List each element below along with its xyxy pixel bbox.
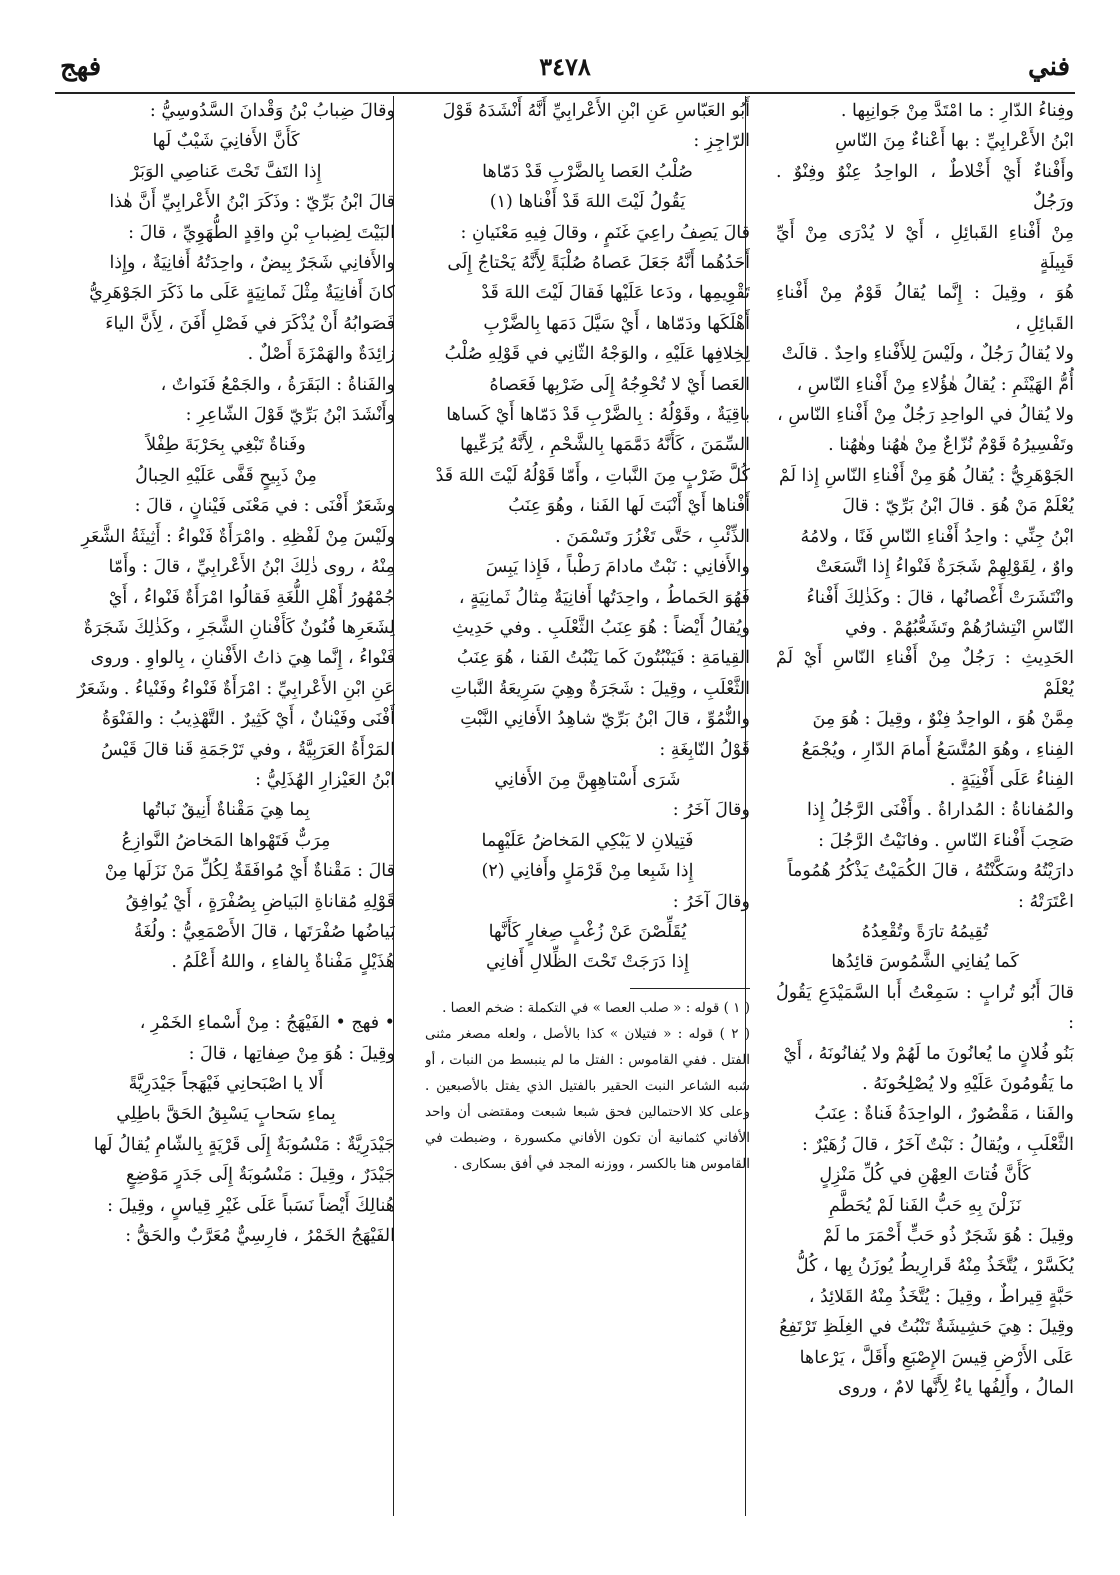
text-line: الثَّعْلَبِ ، وقِيلَ : شَجَرَةٌ وهِيَ سَرِيعَةُ النَّباتِ xyxy=(450,678,750,699)
text-line: السِّمَنَ ، كَأَنَّهُ دَمَّمَها بِالشَّحْمِ ، لِأَنَّهُ يُرَعِّيها xyxy=(459,435,750,456)
text-line: ابْنُ جِنِّي : واحِدُ أَفْناءِ النّاسِ فَنًا ، ولامُهُ xyxy=(800,526,1074,547)
text-line: ويُقالُ أَيْضاً : هُوَ عِنَبُ الثَّعْلَبِ . وفي حَدِيثِ xyxy=(452,617,750,638)
text-line: عَلَى الأَرْضِ قِيسَ الإِصْبَعِ وأَقَلَّ ، يَرْعاها xyxy=(799,1347,1074,1368)
text-line: وقالَ ضِبابُ بْنُ وَقْدانَ السَّدُوسِيُّ : xyxy=(149,101,395,121)
verse-line: تُقِيمُهُ تارَةً وتُقْعِدُهُ xyxy=(861,921,989,942)
text-line: اعْتَرَتْهُ : xyxy=(1018,891,1074,912)
footnote: ( ٢ ) قوله : « فتيلان » كذا بالأصل ، ولعله مصغر مثنى الفتل . ففي القاموس : الفتل ما لم ينبسط من النبات ، أو شبه الشاعر النبت الحقير بالفتيل الذي يفتل بالأصبعين . وعلى كلا الاحتمالين فحق شبعا شبعت ومقتضى أن واحد الأفاني كثمانية أن تكون الأفاني مكسورة ، وضبطت في القاموس هنا بالكسر ، ووزنه المجد في أفق بسكارى . xyxy=(425,1025,750,1172)
text-line: حَبَّةٍ قِيراطٌ ، وقِيلَ : يُتَّخَذُ مِنْهُ القَلائِدُ ، xyxy=(808,1286,1074,1307)
text-line: هُنالِكَ أَيْضاً نَسَباً عَلَى غَيْرِ قِياسٍ ، وقِيلَ : xyxy=(107,1195,395,1216)
text-line: والمُفاناةُ : المُداراةُ . وأَفْنَى الرَّجُلُ إِذا xyxy=(807,800,1074,821)
text-line: فَصَوابُهُ أَنْ يُذْكَرَ في فَصْلِ أَفَنَ ، لِأَنَّ الياءَ xyxy=(105,313,395,334)
text-line: الذِّئْبِ ، حَتَّى تَغْزُرَ وتَسْمَنَ . xyxy=(555,526,750,547)
text-line: البَيْتَ لِضِبابِ بْنِ واقِدٍ الطُّهَوِيِّ ، قالَ : xyxy=(128,222,395,243)
text-line: ابْنُ العَيْزارِ الهُذَلِيُّ : xyxy=(255,769,395,790)
text-line: قَوْلِهِ مُقاناةِ البَياضِ بِصُفْرَةٍ ، أَيْ يُوافِقُ xyxy=(125,891,395,912)
text-line: والأَفانِي شَجَرٌ بِيضٌ ، واحِدَتُهُ أَفانِيَةٌ ، وإِذا xyxy=(109,253,395,274)
text-line: العَصا أَيْ لا تُحْوِجُهُ إِلَى ضَرْبِها فَعَصاهُ xyxy=(489,374,750,395)
text-line: دارَيْتُهُ وسَكَّنْتُهُ ، قالَ الكُمَيْتُ يَذْكُرُ هُمُوماً xyxy=(787,861,1074,882)
text-line: وأَنْشَدَ ابْنُ بَرِّيّ قَوْلَ الشّاعِرِ : xyxy=(185,405,395,426)
text-line: أَحَدُهُما أَنَّهُ جَعَلَ عَصاهُ صُلْبَةً لِأَنَّهُ يَحْتاجُ إِلَى xyxy=(447,253,750,274)
text-line: الفِناءِ ، وهُوَ المُتَّسَعُ أَمامَ الدّارِ ، ويُجْمَعُ xyxy=(801,739,1074,760)
text-line: ولا يُقالُ في الواحِدِ رَجُلٌ مِنْ أَفْناءِ النّاسِ ، xyxy=(777,405,1074,426)
verse-line: إِذا دَرَجَتْ تَحْتَ الظِّلالِ أَفانِي xyxy=(485,952,690,973)
header-right-word: فني xyxy=(1028,52,1070,82)
verse-line: مِرَبٌّ فَتَهْواها المَخاضُ النَّوازِعُ xyxy=(121,830,331,851)
text-column-1 xyxy=(776,96,1074,1516)
text-line: الرّاجِزِ : xyxy=(693,131,750,152)
text-line: مِمَّنْ هُوَ ، الواحِدُ فِنْوٌ ، وقِيلَ : هُوَ مِنَ xyxy=(812,709,1074,730)
footnotes xyxy=(425,995,750,1177)
verse-line: كَأَنَّ الأَفانِيَ شَيْبٌ لَها xyxy=(152,131,300,152)
text-line: المالُ ، وأَلِفُها ياءٌ لِأَنَّها لامٌ ، وروى xyxy=(837,1378,1074,1399)
text-line: وقِيلَ : هُوَ مِنْ صِفاتِها ، قالَ : xyxy=(188,1043,395,1064)
text-line: كُلَّ ضَرْبٍ مِنَ النَّباتِ ، وأَمّا قَوْلُهُ لَيْتَ اللهَ قَدْ xyxy=(435,465,750,486)
text-line: قَوْلُ النّابِغَةِ : xyxy=(659,739,750,760)
text-line: النّاسِ انْتِشارُهُمْ وتَشَعُّبُهُمْ . وفي xyxy=(844,617,1074,638)
text-line: لِشَعَرِها فُنُونٌ كَأَفْنانِ الشَّجَرِ ، وكَذٰلِكَ شَجَرَةٌ xyxy=(83,617,395,638)
text-line: قالَ : مَقْناةٌ أَيْ مُوافَقَةٌ لِكُلِّ مَنْ نَزَلَها مِنْ xyxy=(104,861,395,882)
text-line: وأَفْناءٌ أَيْ أَخْلاطٌ ، الواحِدُ عِنْوٌ وفِنْوٌ . ورَجُلٌ xyxy=(776,161,1074,213)
text-column-3 xyxy=(57,96,395,1516)
text-line: صَحِبَ أَفْناءَ النّاسِ . وفانَيْتُ الرَّجُلَ : xyxy=(818,830,1074,851)
verse-line: بِما هِيَ مَقْناةٌ أَنِيقٌ نَباتُها xyxy=(142,800,310,821)
text-line: فَهُوَ الحَماطُ ، واحِدَتُها أَفانِيَةٌ مِثالُ ثَمانِيَةٍ ، xyxy=(458,587,750,608)
header-left-word: فهج xyxy=(60,52,102,82)
verse-line: كَما يُفانِي الشَّمُوسَ قائِدُها xyxy=(831,952,1019,973)
text-line: ولا يُقالُ رَجُلٌ ، ولَيْسَ لِلأَفْناءِ واحِدٌ . قالَتْ xyxy=(781,344,1074,365)
text-line: جَيْدَرٌ ، وقِيلَ : مَنْسُوبَةٌ إِلَى جَدَرٍ مَوْضِعٍ xyxy=(126,1165,395,1186)
text-line: عَنِ ابْنِ الأَعْرابِيِّ : امْرَأَةٌ فَنْواءُ وفَنْياءُ . وشَعَرٌ xyxy=(77,678,395,699)
text-line: الفَيْهَجُ الخَمْرُ ، فارِسِيٌّ مُعَرَّبٌ والحَقُّ : xyxy=(125,1226,395,1247)
text-line: الفِناءُ عَلَى أَفْنِيَةٍ . xyxy=(949,769,1074,790)
verse-line: وفَناةٌ تَبْغِي بِحَرْبَةَ طِفْلاً xyxy=(146,435,306,456)
text-line: وفِناءُ الدّارِ : ما امْتَدَّ مِنْ جَوانِبِها . xyxy=(840,101,1074,121)
header-rule xyxy=(55,92,1075,94)
text-line: ولَيْسَ مِنْ لَفْظِهِ . وامْرَأَةٌ فَنْواءُ : أَثِيثَةُ الشَّعَرِ xyxy=(81,526,395,547)
text-line: وتَفْسِيرُهُ قَوْمٌ نُزّاعٌ مِنْ هٰهُنا وهٰهُنا . xyxy=(828,435,1074,456)
text-line: تَقْوِيمِها ، ودَعا عَلَيْها فَقالَ لَيْتَ اللهَ قَدْ xyxy=(481,283,750,304)
text-line: أَفْنَى وفَيْنانٌ ، أَيْ كَثِيرٌ . التَّهْذِيبُ : والفَنْوَةُ xyxy=(101,709,395,730)
text-line: أَهْلَكَها ودَمّاها ، أَيْ سَيَّلَ دَمَها بِالضَّرْبِ xyxy=(483,313,750,334)
verse-line: نَزَلْنَ بِهِ حَبُّ الفَنا لَمْ يُحَطَّمِ xyxy=(828,1195,1022,1216)
text-line: وشَعَرٌ أَفْنَى : في مَعْنَى فَيْنانٍ ، قالَ : xyxy=(134,496,395,517)
text-line: قالَ ابْنُ بَرِّيّ : وذَكَرَ ابْنُ الأَعْرابِيِّ أَنَّ هٰذا xyxy=(109,192,395,213)
page-header xyxy=(60,52,1070,92)
text-line: مِنْهُ ، روى ذٰلِكَ ابْنُ الأَعْرابِيِّ ، قالَ : وأَمّا xyxy=(108,557,395,578)
text-line: والنُّمُوِّ ، قالَ ابْنُ بَرِّيّ شاهِدُ الأَفانِي النَّبْتِ xyxy=(460,709,750,730)
text-line: وقِيلَ : هِيَ حَشِيشَةٌ تَنْبُتُ في الغِلَظِ تَرْتَفِعُ xyxy=(779,1317,1074,1338)
text-line: ما يَقُومُونَ عَلَيْهِ ولا يُصْلِحُونَهُ . xyxy=(862,1074,1074,1094)
text-line: الجَوْهَرِيُّ : يُقالُ هُوَ مِنْ أَفْناءِ النّاسِ إِذا لَمْ xyxy=(779,465,1074,486)
verse-line: إِذا شَبِعا مِنْ قَرْمَلٍ وأَفانِي (٢) xyxy=(481,861,694,882)
text-line: واوٌ ، لِقَوْلِهِمْ شَجَرَةٌ فَنْواءُ إِذا اتَّسَعَتْ xyxy=(815,557,1074,578)
text-line: جُمْهُورُ أَهْلِ اللُّغَةِ فَقالُوا امْرَأَةٌ فَنْواءُ ، أَيْ xyxy=(108,587,395,608)
text-line: ابْنُ الأَعْرابِيِّ : بها أَعْناءٌ مِنَ النّاسِ xyxy=(835,131,1074,152)
text-line: هُذَيْلٍ مَفْناةٌ بِالفاءِ ، واللهُ أَعْلَمُ . xyxy=(171,952,395,973)
verse-line: صُلْبُ العَصا بِالضَّرْبِ قَدْ دَمّاها xyxy=(482,161,693,182)
verse-line: فَتِيلانِ لا يَبْكِي المَخاضُ عَلَيْهِما xyxy=(481,830,694,851)
text-line: قالَ يَصِفُ راعِيَ غَنَمٍ ، وقالَ فِيهِ مَعْنَيانِ : xyxy=(460,222,750,243)
text-line: بَياضُها صُفْرَتَها ، قالَ الأَصْمَعِيُّ : ولُغَةُ xyxy=(133,921,395,942)
text-line: باقِيَةٌ ، وقَوْلُهُ : بِالضَّرْبِ قَدْ دَمّاها أَيْ كَساها xyxy=(446,405,750,426)
verse-line: أَلا يا اصْبَحانِي فَيْهَجاً جَيْدَرِيَّةً xyxy=(128,1074,324,1094)
text-line: وقالَ آخَرُ : xyxy=(672,800,750,821)
verse-line: شَرَى أَسْتاهِهِنَّ مِنَ الأَفانِي xyxy=(494,769,681,790)
text-line: زائِدَةٌ والهَمْزَةَ أَصْلٌ . xyxy=(247,344,395,365)
text-line: القِيامَةِ : فَيَنْبُتُونَ كَما يَنْبُتُ الفَنا ، هُوَ عِنَبُ xyxy=(456,648,750,669)
verse-line: كَأَنَّ فُتاتَ العِهْنِ في كُلِّ مَنْزِلٍ xyxy=(819,1165,1031,1186)
text-line xyxy=(57,978,395,1008)
text-line: والأَفانِي : نَبْتٌ مادامَ رَطْباً ، فَإِذا يَبِسَ xyxy=(485,557,750,578)
text-line: وانْتَشَرَتْ أَغْصانُها ، قالَ : وكَذٰلِكَ أَفْناءُ xyxy=(806,587,1074,608)
verse-line: بِماءِ سَحابٍ يَسْبِقُ الحَقَّ باطِلِي xyxy=(116,1104,336,1125)
text-line: وقِيلَ : هُوَ شَجَرٌ ذُو حَبٍّ أَحْمَرَ ما لَمْ xyxy=(822,1226,1074,1247)
text-line: لِخِلافِها عَلَيْهِ ، والوَجْهُ الثّانِي في قَوْلِهِ صُلْبُ xyxy=(444,344,750,365)
text-line: أَفْناها أَيْ أَنْبَتَ لَها الفَنا ، وهُوَ عِنَبُ xyxy=(508,496,750,517)
text-line: المَرْأَةُ العَرَبِيَّةُ ، وفي تَرْجَمَةِ قَنا قالَ قَيْسُ xyxy=(100,739,395,760)
footnote: ( ١ ) قوله : « صلب العصا » في التكملة : ضخم العصا . xyxy=(442,999,750,1016)
text-line: فَنْواءُ ، إِنَّما هِيَ ذاتُ الأَفْنانِ ، بِالواوِ . وروى xyxy=(90,648,395,669)
verse-line: يَقُولُ لَيْتَ اللهَ قَدْ أَفْناها (١) xyxy=(489,192,686,213)
text-line: أُمُّ الهَيْثَمِ : يُقالُ هٰؤُلاءِ مِنْ أَفْناءِ النّاسِ ، xyxy=(796,374,1074,395)
text-line: والفَناةُ : البَقَرَةُ ، والجَمْعُ فَنَواتٌ ، xyxy=(160,374,395,395)
text-line: يُكَسَّرْ ، يُتَّخَذُ مِنْهُ قَرارِيطُ يُوزَنُ بِها ، كُلُّ xyxy=(795,1256,1074,1277)
text-column-2-body xyxy=(425,96,750,978)
text-line: كانَ أَفانِيَةٌ مِثْلَ ثَمانِيَةٍ عَلَى ما ذَكَرَ الجَوْهَرِيُّ xyxy=(89,283,395,304)
text-line: الثَّعْلَبِ ، ويُقالُ : نَبْتٌ آخَرُ ، قالَ زُهَيْرٌ : xyxy=(802,1134,1074,1155)
verse-line: مِنْ ذَبِيحٍ قَفَّى عَلَيْهِ الحِبالُ xyxy=(135,465,317,486)
text-line: يُعْلَمْ مَنْ هُوَ . قالَ ابْنُ بَرِّيّ : قالَ xyxy=(842,496,1074,517)
footnote-rule xyxy=(630,988,750,989)
text-line: قالَ أَبُو تُرابٍ : سَمِعْتُ أَبا السَّمَيْدَعِ يَقُولُ : xyxy=(776,982,1074,1034)
text-line: مِنْ أَفْناءِ القَبائِلِ ، أَيْ لا يُدْرَى مِنْ أَيِّ قَبِيلَةٍ xyxy=(776,222,1074,274)
text-line: والفَنا ، مَقْصُورٌ ، الواحِدَةُ فَناةٌ : عِنَبُ xyxy=(814,1104,1074,1125)
text-line: جَيْدَرِيَّةٌ : مَنْسُوبَةٌ إِلَى قَرْيَةٍ بِالشّامِ يُقالُ لَها xyxy=(93,1134,395,1155)
text-line: وقالَ آخَرُ : xyxy=(672,891,750,912)
entry-headword-line: • فهج • الفَيْهَجُ : مِنْ أَسْماءِ الخَمْرِ ، xyxy=(139,1013,395,1034)
text-line: أَبُو العَبّاسِ عَنِ ابْنِ الأَعْرابِيِّ أَنَّهُ أَنْشَدَهُ قَوْلَ xyxy=(442,101,750,121)
verse-line: إِذا التَفَّ تَحْتَ عَناصِي الوَبَرْ xyxy=(130,161,322,182)
text-line: بَنُو فُلانٍ ما يُعانُونَ ما لَهُمْ ولا يُفانُونَهُ ، أَيْ xyxy=(783,1043,1074,1064)
text-line: هُوَ ، وقِيلَ : إِنَّما يُقالُ قَوْمٌ مِنْ أَفْناءِ القَبائِلِ ، xyxy=(776,283,1074,334)
verse-line: يُقَلِّصْنَ عَنْ زُغْبٍ صِغارٍ كَأَنَّها xyxy=(488,921,687,942)
page-number: ٣٤٧٨ xyxy=(539,52,591,81)
text-column-2 xyxy=(425,96,750,1516)
text-line: الحَدِيثِ : رَجُلٌ مِنْ أَفْناءِ النّاسِ أَيْ لَمْ يُعْلَمْ xyxy=(776,648,1074,699)
